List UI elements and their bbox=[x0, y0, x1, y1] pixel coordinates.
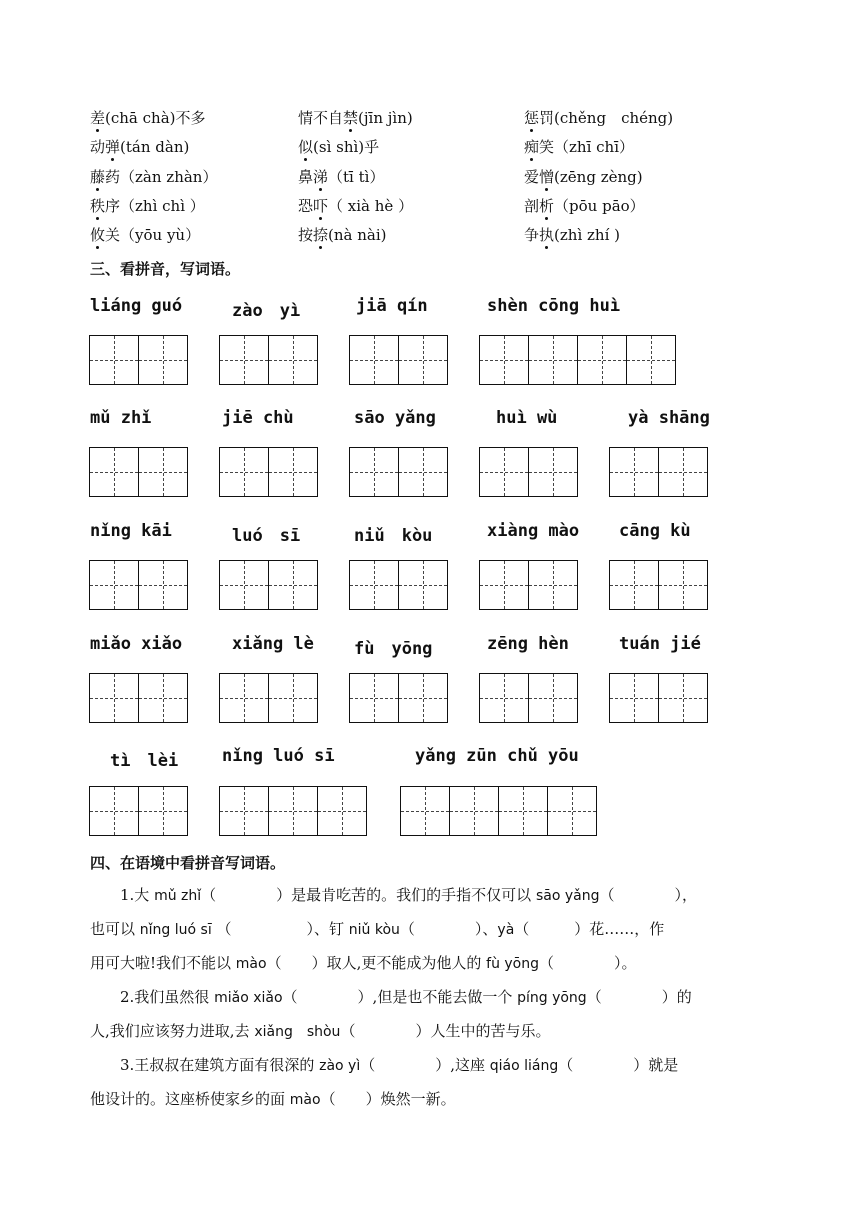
writing-grid[interactable] bbox=[89, 447, 188, 497]
grid-cell[interactable] bbox=[220, 674, 269, 722]
pinyin-label: sāo yǎng bbox=[354, 408, 436, 428]
grid-cell[interactable] bbox=[480, 561, 529, 609]
grid-cell[interactable] bbox=[269, 448, 317, 496]
polyphone-item: 恐吓（ xià hè ） bbox=[298, 197, 414, 215]
grid-cell[interactable] bbox=[220, 448, 269, 496]
polyphone-item: 似(sì shì)乎 bbox=[298, 138, 380, 156]
grid-cell[interactable] bbox=[90, 561, 139, 609]
polyphone-item: 鼻涕（tī tì） bbox=[298, 168, 385, 186]
writing-grid[interactable] bbox=[479, 447, 578, 497]
writing-grid[interactable] bbox=[219, 447, 318, 497]
polyphone-item: 藤药（zàn zhàn） bbox=[90, 168, 218, 186]
writing-grid[interactable] bbox=[219, 560, 318, 610]
pinyin-label: tì lèi bbox=[110, 751, 179, 771]
grid-cell[interactable] bbox=[529, 674, 577, 722]
writing-grid[interactable] bbox=[349, 673, 448, 723]
writing-grid[interactable] bbox=[479, 673, 578, 723]
polyphone-item: 情不自禁(jīn jìn) bbox=[298, 109, 413, 127]
polyphone-item: 惩罚(chěng chéng) bbox=[524, 109, 674, 127]
pinyin-label: zào yì bbox=[232, 301, 301, 321]
grid-cell[interactable] bbox=[269, 336, 317, 384]
pinyin-label: yà shāng bbox=[628, 408, 710, 428]
grid-cell[interactable] bbox=[578, 336, 627, 384]
pinyin-label: jiē chù bbox=[222, 408, 294, 428]
pinyin-label: shèn cōng huì bbox=[487, 296, 621, 316]
grid-cell[interactable] bbox=[350, 336, 399, 384]
writing-grid[interactable] bbox=[479, 335, 676, 385]
context-line-4: 2.我们虽然很 miǎo xiǎo（ ）,但是也不能去做一个 píng yōng（ ）的 bbox=[120, 988, 692, 1006]
polyphone-item: 按捺(nà nài) bbox=[298, 226, 387, 244]
pinyin-label: nǐng kāi bbox=[90, 521, 172, 541]
grid-cell[interactable] bbox=[480, 674, 529, 722]
grid-cell[interactable] bbox=[548, 787, 596, 835]
writing-grid[interactable] bbox=[219, 673, 318, 723]
grid-cell[interactable] bbox=[139, 448, 187, 496]
writing-grid[interactable] bbox=[609, 560, 708, 610]
pinyin-label: fù yōng bbox=[354, 639, 433, 659]
polyphone-item: 爱憎(zēng zèng) bbox=[524, 168, 643, 186]
grid-cell[interactable] bbox=[269, 561, 317, 609]
writing-grid[interactable] bbox=[89, 560, 188, 610]
grid-cell[interactable] bbox=[450, 787, 499, 835]
pinyin-label: liáng guó bbox=[90, 296, 183, 316]
grid-cell[interactable] bbox=[139, 674, 187, 722]
writing-grid[interactable] bbox=[219, 786, 367, 836]
pinyin-label: cāng kù bbox=[619, 521, 691, 541]
context-line-2: 也可以 nǐng luó sī （ ）、钉 niǔ kòu（ ）、yà（ ）花……，作 bbox=[90, 920, 665, 938]
grid-cell[interactable] bbox=[318, 787, 366, 835]
grid-cell[interactable] bbox=[480, 448, 529, 496]
grid-cell[interactable] bbox=[269, 787, 318, 835]
polyphone-item: 秩序（zhì chì ） bbox=[90, 197, 205, 215]
grid-cell[interactable] bbox=[399, 336, 447, 384]
grid-cell[interactable] bbox=[610, 561, 659, 609]
section-3-title: 三、看拼音，写词语。 bbox=[90, 260, 241, 278]
pinyin-label: huì wù bbox=[496, 408, 558, 428]
grid-cell[interactable] bbox=[350, 561, 399, 609]
pinyin-label: miǎo xiǎo bbox=[90, 634, 183, 654]
context-line-6: 3.王叔叔在建筑方面有很深的 zào yì（ ）,这座 qiáo liáng（ ）就是 bbox=[120, 1056, 679, 1074]
grid-cell[interactable] bbox=[139, 787, 187, 835]
context-line-3: 用可大啦!我们不能以 mào（ ）取人,更不能成为他人的 fù yōng（ ）。 bbox=[90, 954, 637, 972]
context-line-5: 人,我们应该努力进取,去 xiǎng shòu（ ）人生中的苦与乐。 bbox=[90, 1022, 551, 1040]
pinyin-label: niǔ kòu bbox=[354, 526, 433, 546]
grid-cell[interactable] bbox=[610, 448, 659, 496]
polyphone-item: 争执(zhì zhí ) bbox=[524, 226, 620, 244]
grid-cell[interactable] bbox=[90, 787, 139, 835]
grid-cell[interactable] bbox=[90, 674, 139, 722]
polyphone-item: 攸关（yōu yù） bbox=[90, 226, 201, 244]
grid-cell[interactable] bbox=[401, 787, 450, 835]
grid-cell[interactable] bbox=[220, 336, 269, 384]
grid-cell[interactable] bbox=[90, 448, 139, 496]
writing-grid[interactable] bbox=[89, 335, 188, 385]
grid-cell[interactable] bbox=[350, 448, 399, 496]
writing-grid[interactable] bbox=[349, 335, 448, 385]
grid-cell[interactable] bbox=[659, 561, 707, 609]
grid-cell[interactable] bbox=[659, 674, 707, 722]
grid-cell[interactable] bbox=[139, 561, 187, 609]
writing-grid[interactable] bbox=[89, 673, 188, 723]
writing-grid[interactable] bbox=[609, 447, 708, 497]
polyphone-item: 剖析（pōu pāo） bbox=[524, 197, 645, 215]
pinyin-label: xiǎng lè bbox=[232, 634, 314, 654]
writing-grid[interactable] bbox=[89, 786, 188, 836]
grid-cell[interactable] bbox=[139, 336, 187, 384]
grid-cell[interactable] bbox=[220, 787, 269, 835]
writing-grid[interactable] bbox=[400, 786, 597, 836]
grid-cell[interactable] bbox=[269, 674, 317, 722]
polyphone-item: 动弹(tán dàn) bbox=[90, 138, 190, 156]
grid-cell[interactable] bbox=[399, 448, 447, 496]
grid-cell[interactable] bbox=[529, 448, 577, 496]
writing-grid[interactable] bbox=[349, 447, 448, 497]
polyphone-item: 差(chā chà)不多 bbox=[90, 109, 206, 127]
grid-cell[interactable] bbox=[480, 336, 529, 384]
pinyin-label: luó sī bbox=[232, 526, 301, 546]
grid-cell[interactable] bbox=[399, 674, 447, 722]
section-4-title: 四、在语境中看拼音写词语。 bbox=[90, 854, 286, 872]
writing-grid[interactable] bbox=[609, 673, 708, 723]
writing-grid[interactable] bbox=[219, 335, 318, 385]
pinyin-label: nǐng luó sī bbox=[222, 746, 335, 766]
grid-cell[interactable] bbox=[90, 336, 139, 384]
pinyin-label: xiàng mào bbox=[487, 521, 580, 541]
grid-cell[interactable] bbox=[399, 561, 447, 609]
grid-cell[interactable] bbox=[499, 787, 548, 835]
writing-grid[interactable] bbox=[349, 560, 448, 610]
grid-cell[interactable] bbox=[529, 561, 577, 609]
pinyin-label: zēng hèn bbox=[487, 634, 569, 654]
grid-cell[interactable] bbox=[220, 561, 269, 609]
grid-cell[interactable] bbox=[610, 674, 659, 722]
context-line-7: 他设计的。这座桥使家乡的面 mào（ ）焕然一新。 bbox=[90, 1090, 456, 1108]
context-line-1: 1.大 mǔ zhǐ（ ）是最肯吃苦的。我们的手指不仅可以 sāo yǎng（ ）， bbox=[120, 886, 697, 904]
pinyin-label: tuán jié bbox=[619, 634, 701, 654]
pinyin-label: jiā qín bbox=[356, 296, 428, 316]
grid-cell[interactable] bbox=[659, 448, 707, 496]
grid-cell[interactable] bbox=[627, 336, 676, 384]
writing-grid[interactable] bbox=[479, 560, 578, 610]
grid-cell[interactable] bbox=[350, 674, 399, 722]
grid-cell[interactable] bbox=[529, 336, 578, 384]
pinyin-label: mǔ zhǐ bbox=[90, 408, 152, 428]
polyphone-item: 痴笑（zhī chī） bbox=[524, 138, 635, 156]
pinyin-label: yǎng zūn chǔ yōu bbox=[415, 746, 579, 766]
